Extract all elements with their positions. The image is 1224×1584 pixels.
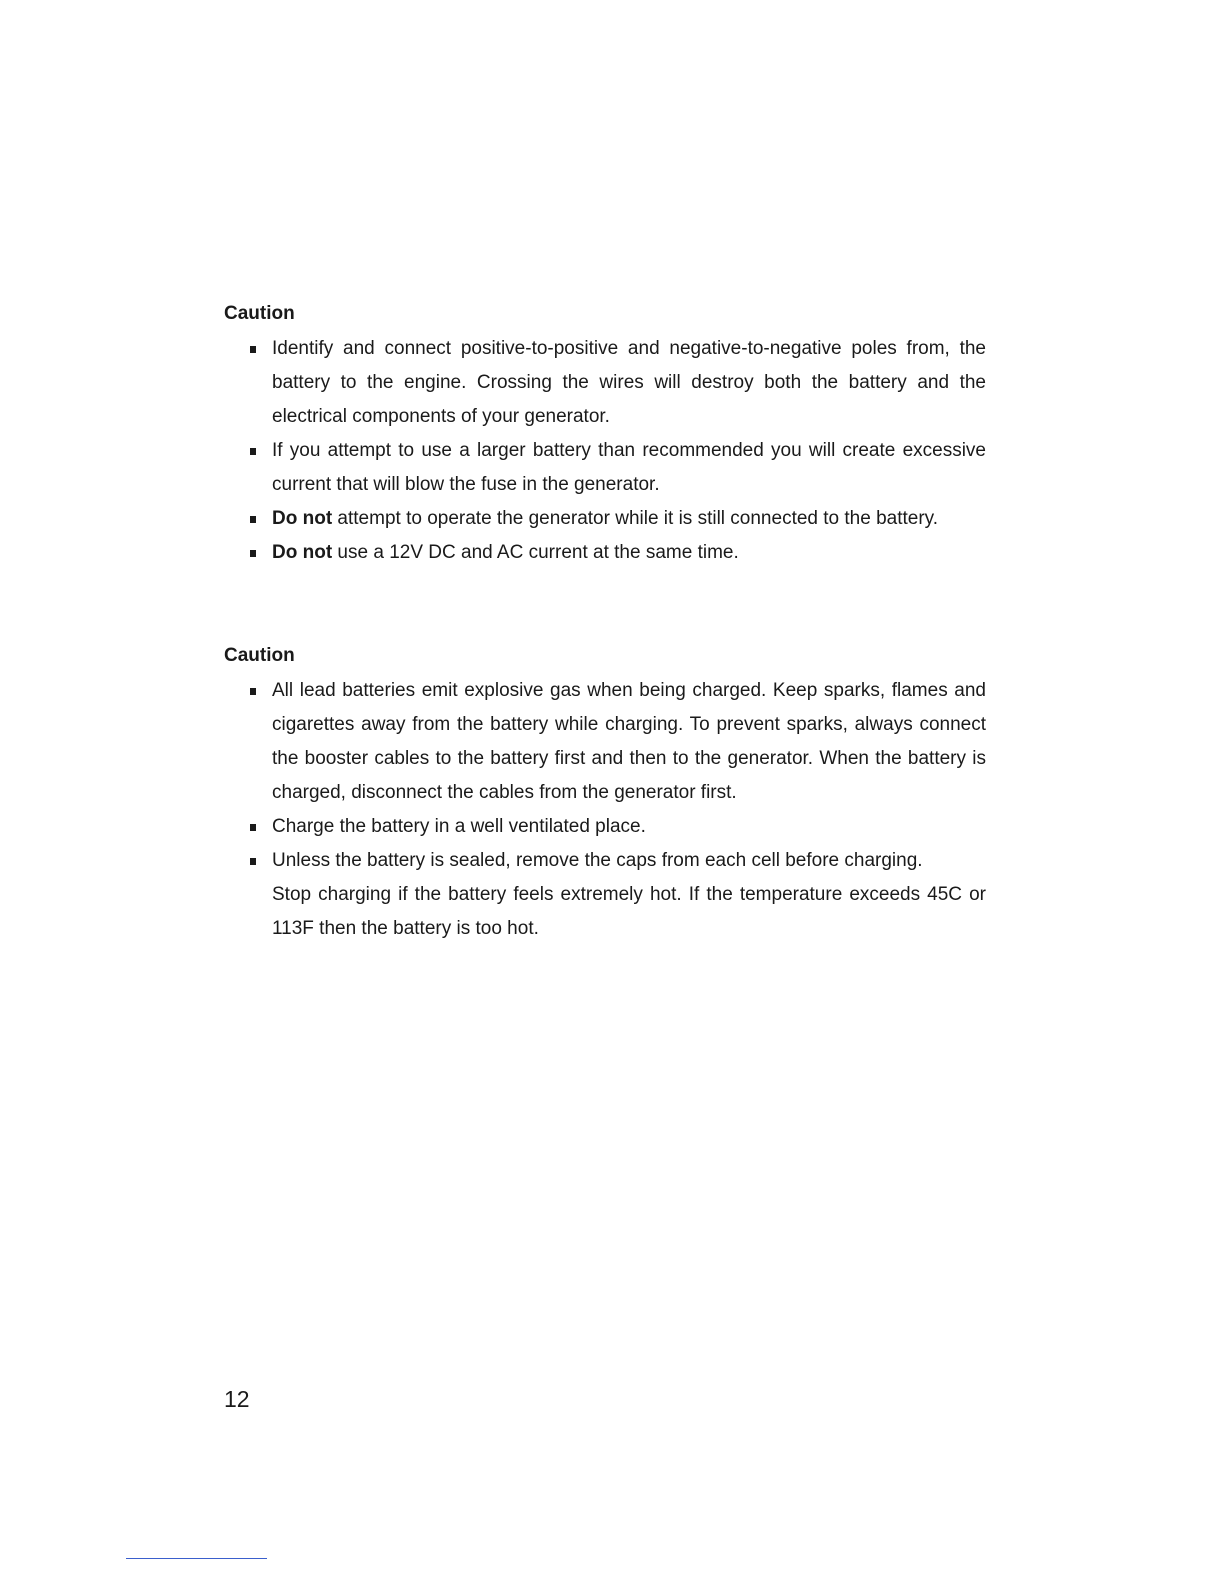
bullet-item — [272, 502, 986, 536]
bullet-item — [272, 844, 986, 878]
bullet-emphasis: Do not — [272, 508, 333, 529]
caution-heading: Caution — [224, 645, 295, 666]
square-bullet-icon — [250, 550, 256, 557]
square-bullet-icon — [250, 346, 256, 353]
bullet-emphasis: Do not — [272, 542, 333, 563]
bullet-text: Charge the battery in a well ventilated place. — [272, 816, 646, 837]
caution-section-1 — [224, 300, 986, 570]
square-bullet-icon — [250, 824, 256, 831]
caution-section-2 — [224, 642, 986, 946]
bullet-text: Identify and connect positive-to-positive and negative-to-negative poles from, the battery to the engine. Crossing the wires will destroy both the battery and the electrical components of your generator. — [272, 338, 986, 427]
caution-bullet-list — [224, 674, 986, 878]
square-bullet-icon — [250, 858, 256, 865]
square-bullet-icon — [250, 516, 256, 523]
bullet-text: Unless the battery is sealed, remove the caps from each cell before charging. — [272, 850, 923, 871]
square-bullet-icon — [250, 688, 256, 695]
page-number: 12 — [224, 1386, 250, 1412]
bullet-text: All lead batteries emit explosive gas when being charged. Keep sparks, flames and cigarettes away from the battery while charging. To prevent sparks, always connect the booster cables to the battery first and then to the generator. When the battery is charged, disconnect the cables from the generator first. — [272, 680, 986, 803]
bullet-item — [272, 332, 986, 434]
bullet-item — [272, 536, 986, 570]
square-bullet-icon — [250, 448, 256, 455]
caution-heading: Caution — [224, 303, 295, 324]
caution-bullet-list — [224, 332, 986, 570]
bullet-item — [272, 674, 986, 810]
bullet-item — [272, 810, 986, 844]
bullet-text: use a 12V DC and AC current at the same time. — [332, 542, 739, 563]
caution-note: Stop charging if the battery feels extremely hot. If the temperature exceeds 45C or 113F then the battery is too hot. — [272, 884, 986, 939]
bullet-text: If you attempt to use a larger battery than recommended you will create excessive current that will blow the fuse in the generator. — [272, 440, 986, 495]
footer-divider — [126, 1558, 267, 1559]
bullet-text: attempt to operate the generator while it is still connected to the battery. — [332, 508, 939, 529]
bullet-item — [272, 434, 986, 502]
